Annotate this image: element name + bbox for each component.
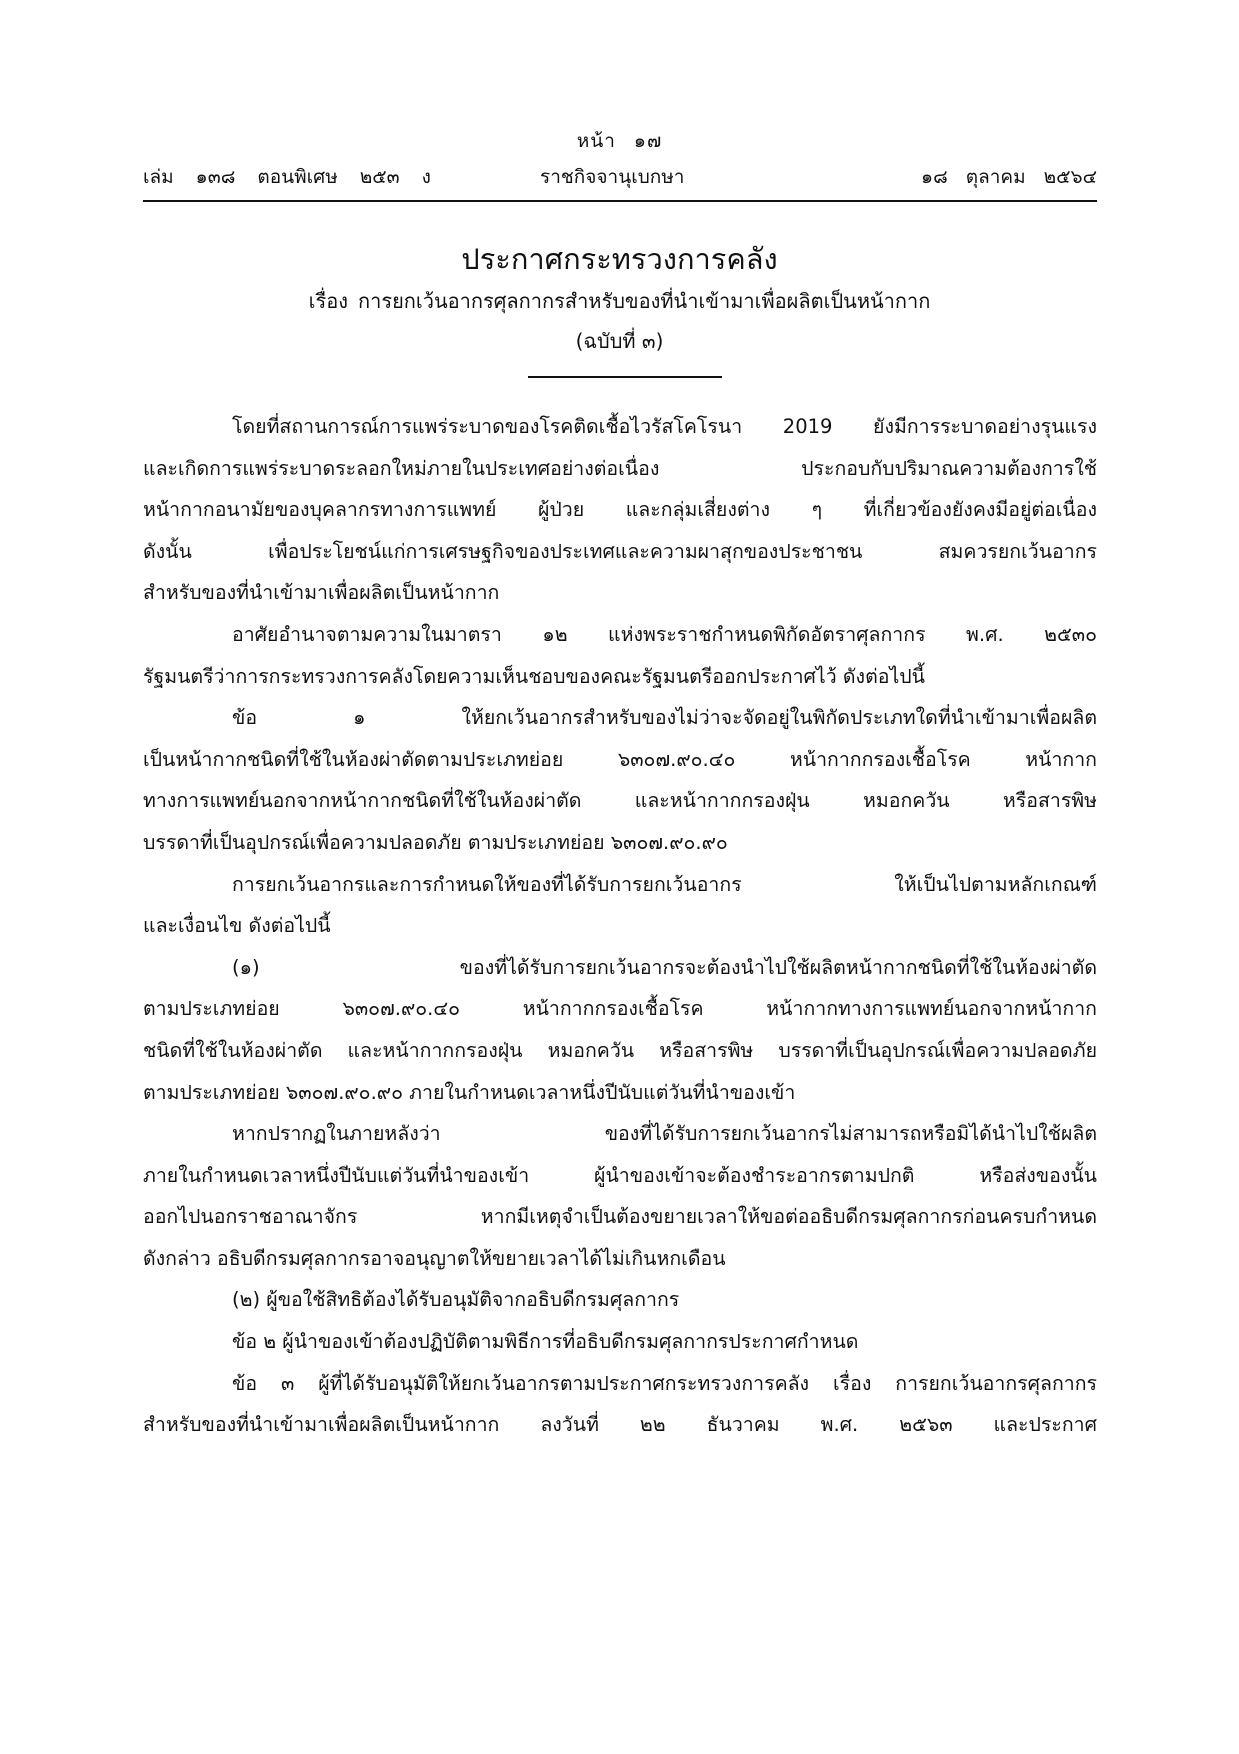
body-line: ดังนั้น เพื่อประโยชน์แก่การเศรษฐกิจของประเทศและความผาสุกของประชาชน สมควรยกเว้นอากร xyxy=(143,539,1097,563)
date-day: ๑๘ xyxy=(921,166,948,188)
gazette-header xyxy=(143,162,1097,192)
body-line: ทางการแพทย์นอกจากหน้ากากชนิดที่ใช้ในห้องผ่าตัด และหน้ากากกรองฝุ่น หมอกควัน หรือสารพิษ xyxy=(143,789,1097,813)
page-label: หน้า xyxy=(576,130,616,152)
announcement-title: ประกาศกระทรวงการคลัง xyxy=(461,242,778,276)
body-line: ชนิดที่ใช้ในห้องผ่าตัด และหน้ากากกรองฝุ่น หมอกควัน หรือสารพิษ บรรดาที่เป็นอุปกรณ์เพื่อความปลอดภัย xyxy=(143,1038,1097,1062)
body-line: เป็นหน้ากากชนิดที่ใช้ในห้องผ่าตัดตามประเภทย่อย ๖๓๐๗.๙๐.๔๐ หน้ากากกรองเชื้อโรค หน้ากาก xyxy=(143,747,1097,771)
body-line: รัฐมนตรีว่าการกระทรวงการคลังโดยความเห็นชอบของคณะรัฐมนตรีออกประกาศไว้ ดังต่อไปนี้ xyxy=(143,664,925,688)
section-label: ตอนพิเศษ xyxy=(257,166,338,188)
body-line: ข้อ ๓ ผู้ที่ได้รับอนุมัติให้ยกเว้นอากรตามประกาศกระทรวงการคลัง เรื่อง การยกเว้นอากรศุลกากร xyxy=(232,1371,1097,1395)
body-line: หากปรากฏในภายหลังว่า ของที่ได้รับการยกเว้นอากรไม่สามารถหรือมิได้นำไปใช้ผลิต xyxy=(232,1122,1097,1146)
body-line: ตามประเภทย่อย ๖๓๐๗.๙๐.๔๐ หน้ากากกรองเชื้อโรค หน้ากากทางการแพทย์นอกจากหน้ากาก xyxy=(143,997,1097,1021)
announcement-edition: (ฉบับที่ ๓) xyxy=(575,329,664,353)
publication-date xyxy=(903,162,1097,192)
body-line: ตามประเภทย่อย ๖๓๐๗.๙๐.๙๐ ภายในกำหนดเวลาหนึ่งปีนับแต่วันที่นำของเข้า xyxy=(143,1080,796,1104)
volume-label: เล่ม xyxy=(143,166,174,188)
body-line: สำหรับของที่นำเข้ามาเพื่อผลิตเป็นหน้ากาก ลงวันที่ ๒๒ ธันวาคม พ.ศ. ๒๕๖๓ และประกาศ xyxy=(143,1413,1097,1437)
date-year: ๒๕๖๔ xyxy=(1043,166,1097,188)
body-line: สำหรับของที่นำเข้ามาเพื่อผลิตเป็นหน้ากาก xyxy=(143,581,500,605)
body-line: ออกไปนอกราชอาณาจักร หากมีเหตุจำเป็นต้องขยายเวลาให้ขอต่ออธิบดีกรมศุลกากรก่อนครบกำหนด xyxy=(143,1205,1097,1229)
section-letter: ง xyxy=(421,166,431,188)
announcement-subject xyxy=(0,285,1239,317)
body-line: โดยที่สถานการณ์การแพร่ระบาดของโรคติดเชื้อไวรัสโคโรนา 2019 ยังมีการระบาดอย่างรุนแรง xyxy=(232,415,1097,438)
body-line: หน้ากากอนามัยของบุคลากรทางการแพทย์ ผู้ป่วย และกลุ่มเสี่ยงต่าง ๆ ที่เกี่ยวข้องยังคงมีอยู่ต่อเนื่อง xyxy=(143,498,1097,522)
body-line: การยกเว้นอากรและการกำหนดให้ของที่ได้รับการยกเว้นอากร ให้เป็นไปตามหลักเกณฑ์ xyxy=(232,872,1097,896)
page-number xyxy=(0,126,1239,156)
header-divider xyxy=(143,200,1097,202)
body-line: ข้อ ๑ ให้ยกเว้นอากรสำหรับของไม่ว่าจะจัดอยู่ในพิกัดประเภทใดที่นำเข้ามาเพื่อผลิต xyxy=(232,706,1097,730)
body-line: ดังกล่าว อธิบดีกรมศุลกากรอาจอนุญาตให้ขยายเวลาได้ไม่เกินหกเดือน xyxy=(143,1246,726,1270)
volume-info xyxy=(143,162,453,192)
volume-number: ๑๓๘ xyxy=(195,166,236,188)
section-number: ๒๕๓ xyxy=(359,166,400,188)
body-line: (๑) ของที่ได้รับการยกเว้นอากรจะต้องนำไปใช้ผลิตหน้ากากชนิดที่ใช้ในห้องผ่าตัด xyxy=(232,955,1097,979)
body-line: ข้อ ๒ ผู้นำของเข้าต้องปฏิบัติตามพิธีการที่อธิบดีกรมศุลกากรประกาศกำหนด xyxy=(232,1330,859,1354)
body-line: (๒) ผู้ขอใช้สิทธิต้องได้รับอนุมัติจากอธิบดีกรมศุลกากร xyxy=(232,1288,680,1312)
body-line: ภายในกำหนดเวลาหนึ่งปีนับแต่วันที่นำของเข้า ผู้นำของเข้าจะต้องชำระอากรตามปกติ หรือส่งของนั้น xyxy=(143,1163,1097,1187)
announcement-body xyxy=(143,412,1097,1452)
subject-text: การยกเว้นอากรศุลกากรสำหรับของที่นำเข้ามาเพื่อผลิตเป็นหน้ากาก xyxy=(357,289,931,313)
body-line: และเกิดการแพร่ระบาดระลอกใหม่ภายในประเทศอย่างต่อเนื่อง ประกอบกับปริมาณความต้องการใช้ xyxy=(143,456,1097,480)
body-line: บรรดาที่เป็นอุปกรณ์เพื่อความปลอดภัย ตามประเภทย่อย ๖๓๐๗.๙๐.๙๐ xyxy=(143,830,728,854)
body-line: อาศัยอำนาจตามความในมาตรา ๑๒ แห่งพระราชกำหนดพิกัดอัตราศุลกากร พ.ศ. ๒๕๓๐ xyxy=(232,622,1097,646)
body-line: และเงื่อนไข ดังต่อไปนี้ xyxy=(143,914,331,938)
title-divider xyxy=(528,376,722,378)
subject-label: เรื่อง xyxy=(308,289,348,313)
page-number-value: ๑๗ xyxy=(633,130,663,152)
date-month: ตุลาคม xyxy=(965,166,1026,188)
gazette-name: ราชกิจจานุเบกษา xyxy=(540,166,685,188)
